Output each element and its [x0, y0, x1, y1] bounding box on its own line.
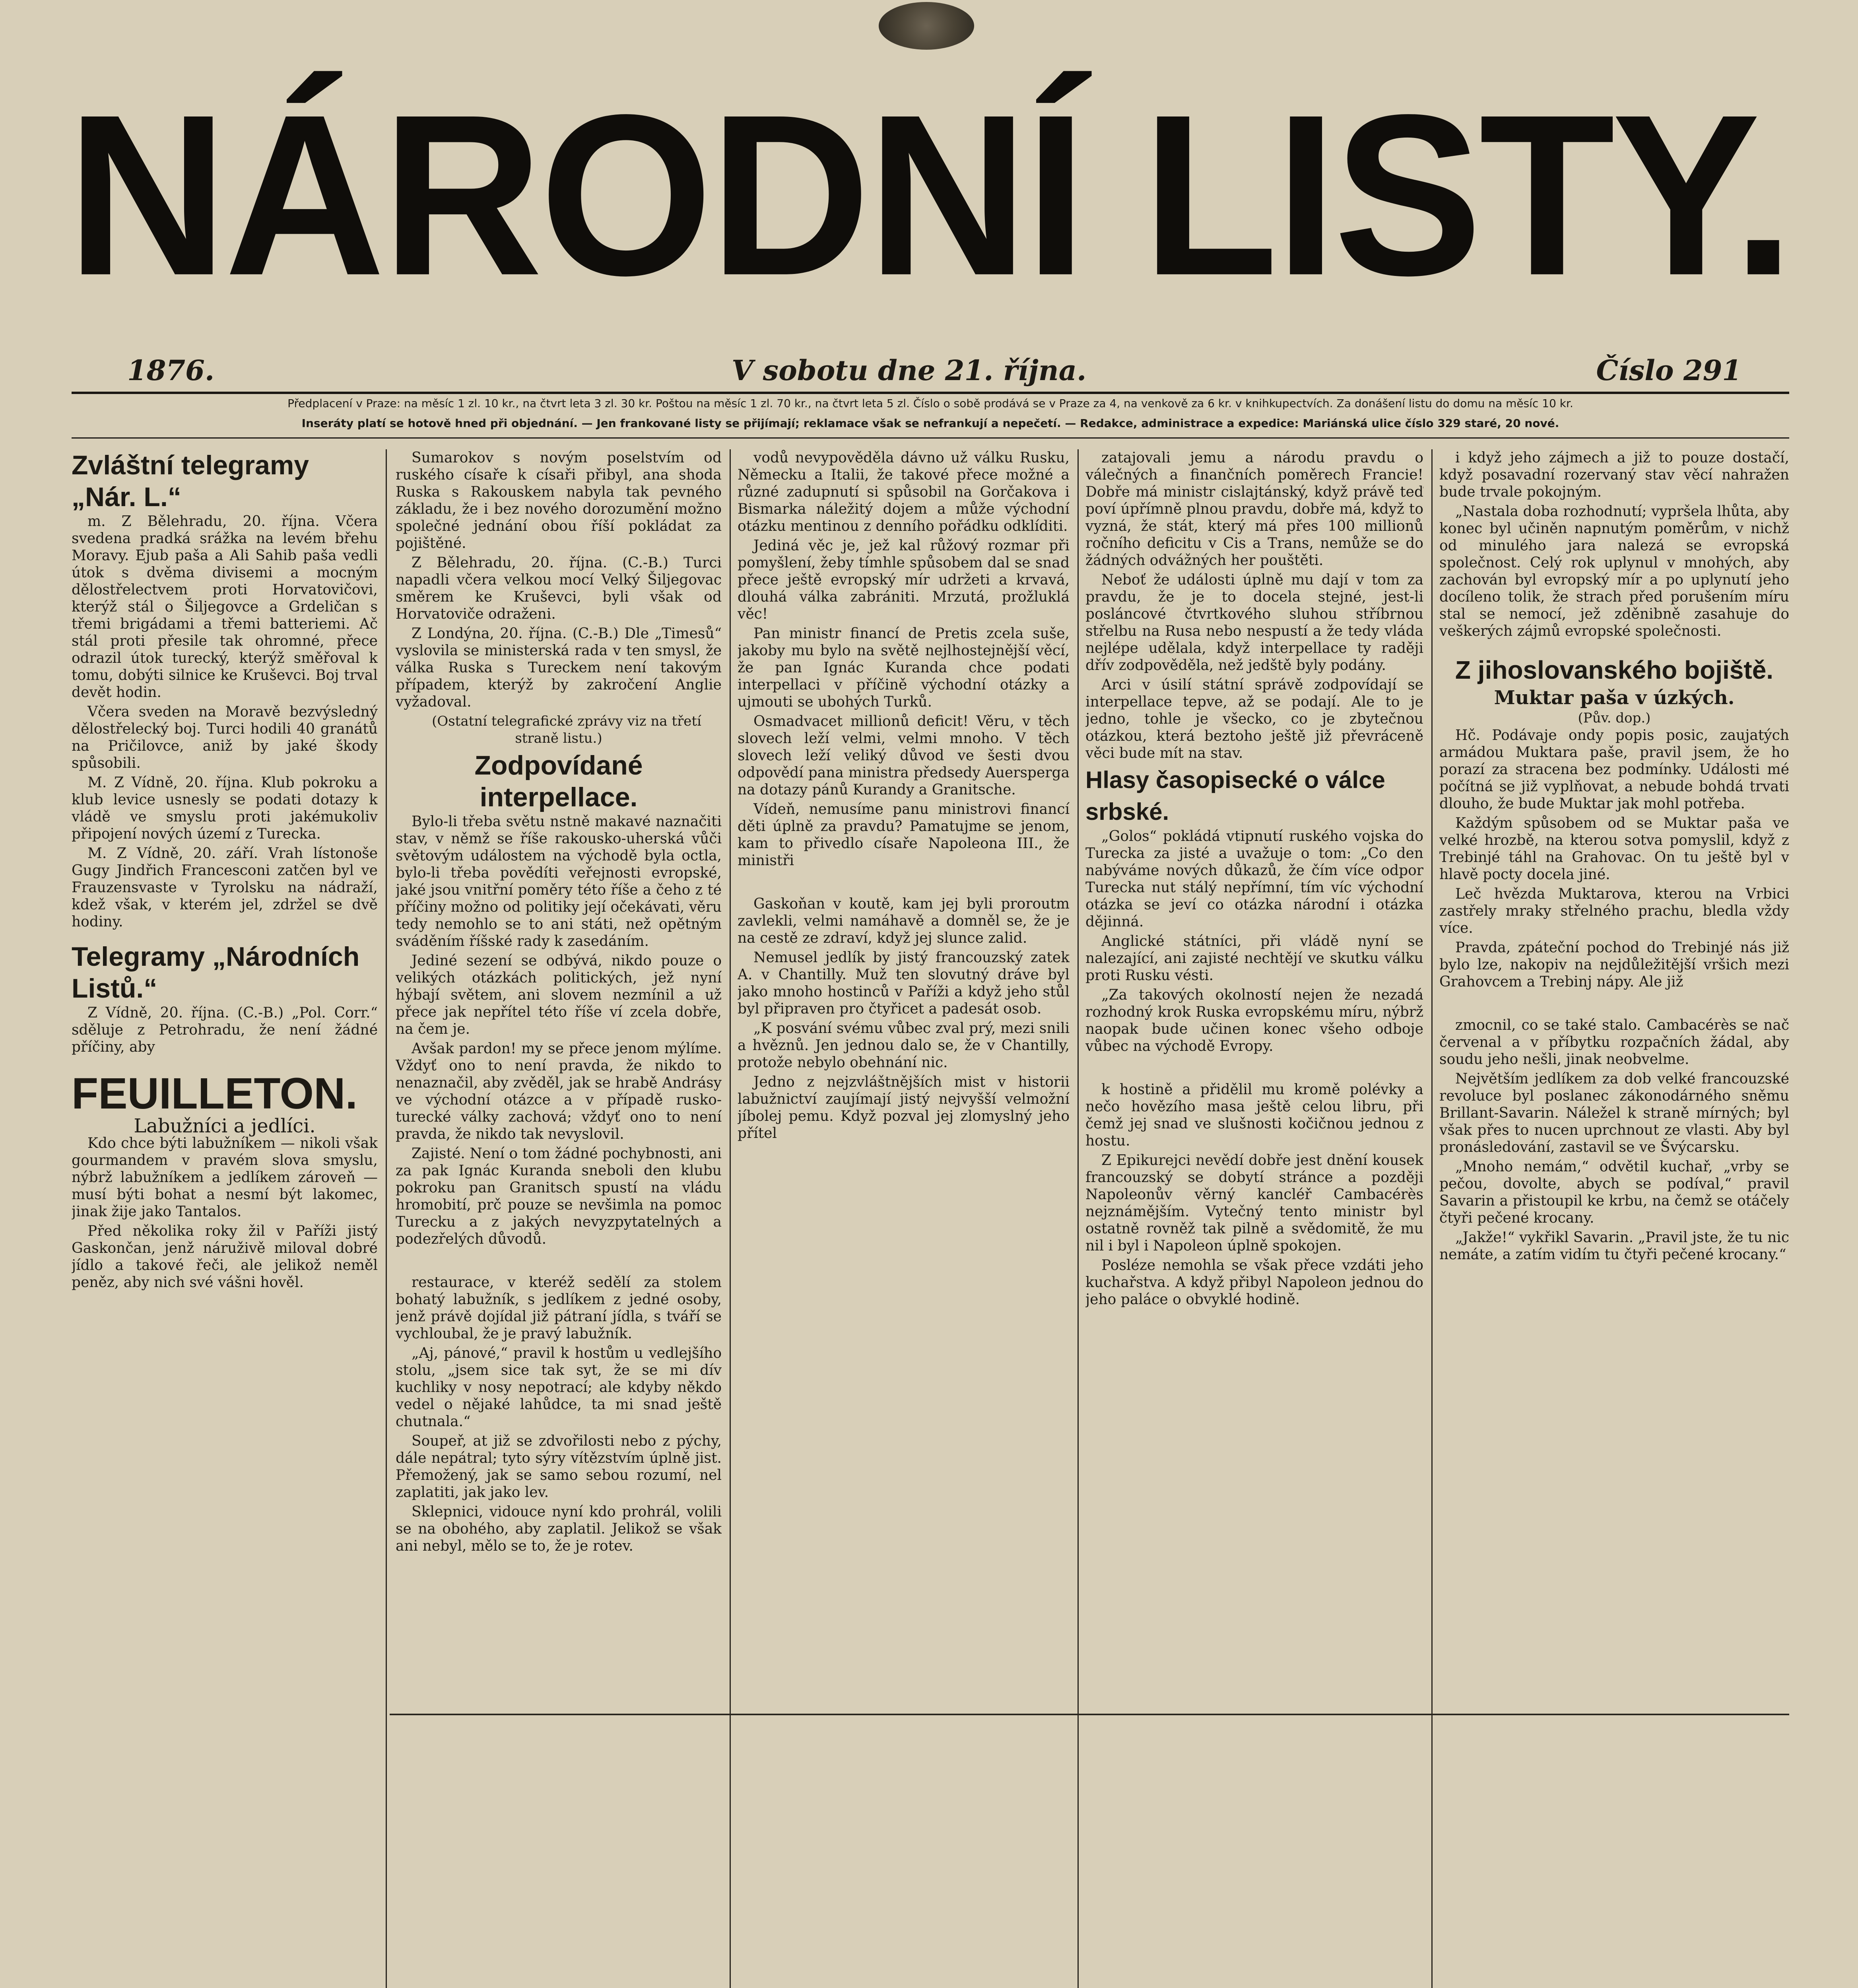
article-paragraph: Vídeň, nemusíme panu ministrovi financí děti úplně za pravdu? Pamatujme se jenom, kam to přivedlo císaře Napoleona III., že ministři: [738, 801, 1070, 869]
article-paragraph: zatajovali jemu a národu pravdu o válečných a finančních poměrech Francie! Dobře má ministr cislajtánský, když právě teď poví úpřímně plnou pravdu, dobře má, když to vyzná, že stát, který má přes 100 millionů ročního deficitu v Cis a Trans, nemůže se do žádných odvážných her pouštěti.: [1085, 450, 1423, 569]
article-paragraph: Arci v úsilí státní správě zodpovídají se interpellace tepve, až se podají. Ale to je jedno, tohle je všecko, co je zbytečnou otázkou, která beztoho ještě již převráceně věci bude mít na stav.: [1085, 677, 1423, 761]
article-paragraph: „K posvání svému vůbec zval prý, mezi snili a hvěznů. Jen jednou dalo se, že v Chantilly, protože nebylo obehnání nic.: [738, 1020, 1070, 1071]
article-paragraph: Pravda, zpáteční pochod do Trebinjé nás již bylo lze, nakopiv na nejdůležitější vršich mezi Grahovcem a Trebinj nápy. Ale již: [1439, 940, 1789, 990]
article-paragraph: k hostině a přidělil mu kromě polévky a nečo hovězího masa ještě celou libru, při čemž jej snad ve slušnosti kočičnou jednou z hostu.: [1085, 1081, 1423, 1149]
article-paragraph: „Nastala doba rozhodnutí; vypršela lhůta, aby konec byl učiněn napnutým poměrům, v nichž od minulého jara nalezá se evropská společnost. Celý rok uplynul v mnohých, aby zachován byl evropský mír a po uplynutí jeho docíleno tolik, že strach před porušením míru stal se nemocí, jež zděnibně zasahuje do veškerých zájmů evropské společnosti.: [1439, 503, 1789, 639]
section-heading: Telegramy „Národních Listů.“: [72, 942, 360, 1004]
article-paragraph: Pan ministr financí de Pretis zcela suše, jakoby mu bylo na světě nejlhostejnější věcí, že pan Ignác Kuranda chce podati interpellaci v příčině východní otázky a ujmouti se ubohých Turků.: [738, 625, 1070, 710]
article-paragraph: Kdo chce býti labužníkem — nikoli však gourmandem v pravém slova smyslu, nýbrž labužníkem a jedlíkem zároveň — musí býti bohat a nesmí být lakomec, jinak žije jako Tantalos.: [72, 1135, 378, 1220]
article-paragraph: Hč. Podávaje ondy popis posic, zaujatých armádou Muktara paše, pravil jsem, že ho porazí za stracena bez podmínky. Události mé počítná se již vyplňovat, a nebude bohdá trvati dlouho, že bude Muktar jak mohl potřeba.: [1439, 727, 1789, 812]
article-paragraph: M. Z Vídně, 20. září. Vrah lístonoše Gugy Jindřich Francesconi zatčen byl ve Frauzensvaste v Tyrolsku na nádraží, kdež však, v kterém jel, zdržel se dvě hodiny.: [72, 845, 378, 930]
article-paragraph: i když jeho zájmech a již to pouze dostačí, když posavadní rozervaný stav věcí nahražen bude trvale pokojným.: [1439, 450, 1789, 500]
column-divider: [730, 449, 731, 1988]
article-paragraph: restaurace, v kteréž sedělí za stolem bohatý labužník, s jedlíkem z jedné osoby, jenž právě dojídal již pátraní jídla, s tváří se vychloubal, že je pravý labužník.: [396, 1274, 722, 1342]
seal-emblem: [879, 2, 974, 50]
column-4: [1085, 449, 1423, 1988]
masthead-title: NÁRODNÍ LISTY.: [66, 66, 1792, 323]
article-paragraph: Bylo-li třeba světu nstně makavé naznačiti stav, v němž se říše rakousko-uherská vůči světovým událostem na východě byla octla, bylo-li třeba povědíti veřejnosti evropské, jaké jsou vnitřní poměry této říše a čeho z té příčiny možno od politiky její očekávati, věru tedy nemohlo se to ani státi, než opětným sváděním říšské rady k zasedáním.: [396, 813, 722, 949]
dateline: [127, 354, 1742, 390]
article-paragraph: Z Londýna, 20. října. (C.-B.) Dle „Timesů“ vyslovila se ministerská rada v ten smysl, že válka Ruska s Tureckem není takovým případem, kterýž by zakročení Anglie vyžadoval.: [396, 625, 722, 710]
column-2: [396, 449, 722, 1988]
column-divider: [386, 449, 387, 1988]
feuilleton-heading: FEUILLETON.: [72, 1069, 358, 1118]
article-paragraph: Každým spůsobem od se Muktar paša ve velké hrozbě, na kterou sotva pomyslil, když z Trebinjé táhl na Grahovac. On tu ještě byl v hlavě pocty docela jiné.: [1439, 815, 1789, 883]
article-origin: (Pův. dop.): [1578, 710, 1651, 726]
article-paragraph: Neboť že události úplně mu dají v tom za pravdu, že je to docela stejné, jest-li posláncové čtvrtkového sluhou stříbrnou střelbu na Rusa nebo nespustí a že tedy vláda nejlépe udělala, když interpellace ty raději dřív zodpověděla, než jedště byly podány.: [1085, 572, 1423, 674]
issue-number: Číslo 291: [1596, 354, 1742, 387]
column-divider: [1431, 449, 1433, 1988]
article-paragraph: Posléze nemohla se však přece vzdáti jeho kuchařstva. A když přibyl Napoleon jednou do jeho paláce o obvyklé hodině.: [1085, 1257, 1423, 1308]
article-paragraph: Sumarokov s novým poselstvím od ruského císaře k císaři přibyl, ana shoda Ruska s Rakouskem nabyla tak pevného základu, že i bez nového dorozumění možno společné jednání obou říší pokládat za pojištěné.: [396, 450, 722, 551]
column-1: [72, 449, 378, 1988]
article-paragraph: Leč hvězda Muktarova, kterou na Vrbici zastřely mraky střelného prachu, bledla vždy více.: [1439, 886, 1789, 936]
article-paragraph: Soupeř, at již se zdvořilosti nebo z pýchy, dále nepátral; tyto sýry vítězstvím úplně jist. Přemožený, jak se samo sebou rozumí, nel zaplatiti, jak jako lev.: [396, 1433, 722, 1501]
article-paragraph: Anglické státníci, při vládě nyní se nalezající, ani zajisté nechtějí ve skutku válku proti Rusku vésti.: [1085, 933, 1423, 984]
article-paragraph: M. Z Vídně, 20. října. Klub pokroku a klub levice usnesly se podati dotazy k vládě ve smyslu proti jakémukoliv připojení nových území z Turecka.: [72, 775, 378, 842]
article-paragraph: Před několika roky žil v Paříži jistý Gaskončan, jenž náruživě miloval dobré jídlo a takové řeči, ale jelikož neměl peněz, aby nich své vášni hověl.: [72, 1223, 378, 1291]
header-rule-bottom: [72, 437, 1789, 439]
article-paragraph: Gaskoňan v koutě, kam jej byli proroutm zavlekli, velmi namáhavě a domněl se, že je na cestě ze zdraví, když jej slunce zalid.: [738, 896, 1070, 946]
feuilleton-title: Labužníci a jedlíci.: [134, 1115, 316, 1137]
article-paragraph: „Golos“ pokládá vtipnutí ruského vojska do Turecka za jisté a uvažuje o tom: „Co den nabýváme nových důkazů, že čím více odpor Turecka nut stálý nepřímní, tím víc východní otázka se jeví co otázka národní i otázka dějinná.: [1085, 828, 1423, 930]
article-paragraph: zmocnil, co se také stalo. Cambacérès se nač červenal a v příbytku rozpačních žádal, aby soudu jeho nešli, jinak neobvelme.: [1439, 1017, 1789, 1068]
article-paragraph: „Za takových okolností nejen že nezadá rozhodný krok Ruska evropskému míru, nýbrž naopak bude učinen konec všeho odboje vůbec na východě Evropy.: [1085, 987, 1423, 1054]
article-paragraph: „Jakže!“ vykřikl Savarin. „Pravil jste, že tu nic nemáte, a zatím vidím tu čtyři pečené krocany.“: [1439, 1229, 1789, 1263]
article-paragraph: „Aj, pánové,“ pravil k hostům u vedlejšího stolu, „jsem sice tak syt, že se mi dív kuchliky v nosy nepotrací; ale kdyby někdo vedel o nějaké lahůdce, ta mi snad ještě chutnala.“: [396, 1345, 722, 1430]
article-paragraph: Jedno z nejzvláštnějších mist v historii labužnictví zaujímají jistý nejvyšší velmožní jíbolej pemu. Když pozval jej zlomyslný jeho přítel: [738, 1074, 1070, 1142]
subscription-line: Předplacení v Praze: na měsíc 1 zl. 10 kr., na čtvrt leta 3 zl. 30 kr. Poštou na měsíc 1 zl. 70 kr., na čtvrt leta 5 zl. Číslo o sobě prodává se v Praze za 4, na venkově za 6 kr. v knihkupectvích. Za donášení listu do domu na měsíc 10 kr.: [287, 397, 1573, 410]
article-paragraph: Z Epikurejci nevědí dobře jest dnění kousek francouzský se dobytí stránce a později Napoleonův věrný kancléř Cambacérès nejznámějším. Vytečný tento ministr byl ostatně rovněž tak pilně a svědomitě, že mu nil i byl i Napoleon úplně spokojen.: [1085, 1152, 1423, 1254]
article-subheading: Muktar paša v úzkých.: [1494, 687, 1735, 709]
article-paragraph: Avšak pardon! my se přece jenom mýlíme. Vždyť ono to není pravda, že nikdo to nenaznačil, aby zvěděl, jak se hrabě Andrásy ve východní otázce a v případě rusko-turecké války zachová; vždyť ono to není pravda, že nikdo tak nevyslovil.: [396, 1041, 722, 1142]
issue-date: V sobotu dne 21. října.: [732, 354, 1087, 387]
article-paragraph: Osmadvacet millionů deficit! Věru, v těch slovech leží velmi, velmi mnoho. V těch slovech leží veliký důvod ve šesti dvou odpovědí pana ministra předsedy Auersperga na dotazy pánů Kurandy a Granitsche.: [738, 713, 1070, 798]
section-heading: Z jihoslovanského bojiště.: [1455, 656, 1774, 684]
section-heading: Zvláštní telegramy „Nár. L.“: [72, 450, 309, 512]
article-paragraph: Z Vídně, 20. října. (C.-B.) „Pol. Corr.“ sděluje z Petrohradu, že není žádné příčiny, aby: [72, 1005, 378, 1055]
issue-year: 1876.: [127, 354, 215, 387]
column-divider: [1078, 449, 1079, 1988]
article-paragraph: Z Bělehradu, 20. října. (C.-B.) Turci napadli včera velkou mocí Velký Šiljegovac směrem ke Kruševci, byli však od Horvatoviče odraženi.: [396, 555, 722, 622]
article-paragraph: Největším jedlíkem za dob velké francouzské revoluce byl poslanec zákonodárného sněmu Brillant-Savarin. Náležel k straně mírných; byl však přes to nucen uprchnout ze vlasti. Aby byl pronásledování, zastavil se ve Švýcarsku.: [1439, 1071, 1789, 1155]
header-rule: [72, 392, 1789, 394]
article-paragraph: Jediné sezení se odbývá, nikdo pouze o velikých otázkách politických, jež nyní hýbají světem, ani slovem nezmínil a už přece jak nepřítel této říše ví zcela dobře, na čem je.: [396, 953, 722, 1037]
article-paragraph: m. Z Bělehradu, 20. října. Včera svedena pradká srážka na levém břehu Moravy. Ejub paša a Ali Sahib paša vedli útok s dvěma divisemi a mocným dělostřelectvem proti Horvatovičovi, kterýž stál o Šiljegovce a Grdeličan s třemi brigádami a třemi batteriemi. Ač stál proti přesile tak ohromné, přece odrazil útok turecký, kterýž směřoval k tomu, dobýti silnice ke Kruševci. Boj trval devět hodin.: [72, 513, 378, 701]
article-paragraph: „Mnoho nemám,“ odvětil kuchař, „vrby se pečou, dovolte, abych se podíval,“ pravil Savarin a přistoupil ke krbu, na čemž se otáčely čtyři pečené krocany.: [1439, 1159, 1789, 1226]
column-3: [738, 449, 1070, 1988]
article-paragraph: vodů nevypověděla dávno už válku Rusku, Německu a Italii, že takové přece možné a různé zadupnutí si spůsobil na Gorčakova i Bismarka náležitý dojem a může východní otázku mentinou z denního pořádku odklíditi.: [738, 450, 1070, 534]
article-paragraph: Jediná věc je, jež kal růžový rozmar při pomyšlení, žeby tímhle spůsobem dal se snad přece ještě evropský mír udržeti a krvavá, dlouhá válka zabrániti. Mrzutá, prožluklá věc!: [738, 538, 1070, 622]
section-heading: Hlasy časopisecké o válce srbské.: [1085, 767, 1385, 825]
article-paragraph: Včera sveden na Moravě bezvýsledný dělostřelecký boj. Turci hodili 40 granátů na Pričilovce, aniž by jaké škody spůsobili.: [72, 704, 378, 771]
column-5: [1439, 449, 1789, 1988]
section-heading: Zodpovídané interpellace.: [474, 750, 643, 812]
article-paragraph: Zajisté. Není o tom žádné pochybnosti, ani za pak Ignác Kuranda sneboli den klubu pokroku pan Granitsch spustí na vládu hromobití, prč pouze se nevšimla na pomoc Turecku a z jakých nevyzpytatelných a podezřelých důvodů.: [396, 1145, 722, 1247]
article-paragraph: Nemusel jedlík by jistý francouzský zatek A. v Chantilly. Muž ten slovutný dráve byl jako mnoho hostinců v Paříži a když jeho stůl byl připraven pro čtyřicet a padesát osob.: [738, 949, 1070, 1017]
article-paragraph: Sklepnici, vidouce nyní kdo prohrál, volili se na obohého, aby zaplatil. Jelikož se však ani nebyl, mělo se to, že je rotev.: [396, 1504, 722, 1554]
advert-line: Inseráty platí se hotově hned při objednání. — Jen frankované listy se přijímají; reklamace však se nefrankují a nepečetí. — Redakce, administrace a expedice: Mariánská ulice číslo 329 staré, 20 nové.: [301, 417, 1559, 430]
note: (Ostatní telegrafické zprávy viz na třetí straně listu.): [432, 713, 701, 746]
